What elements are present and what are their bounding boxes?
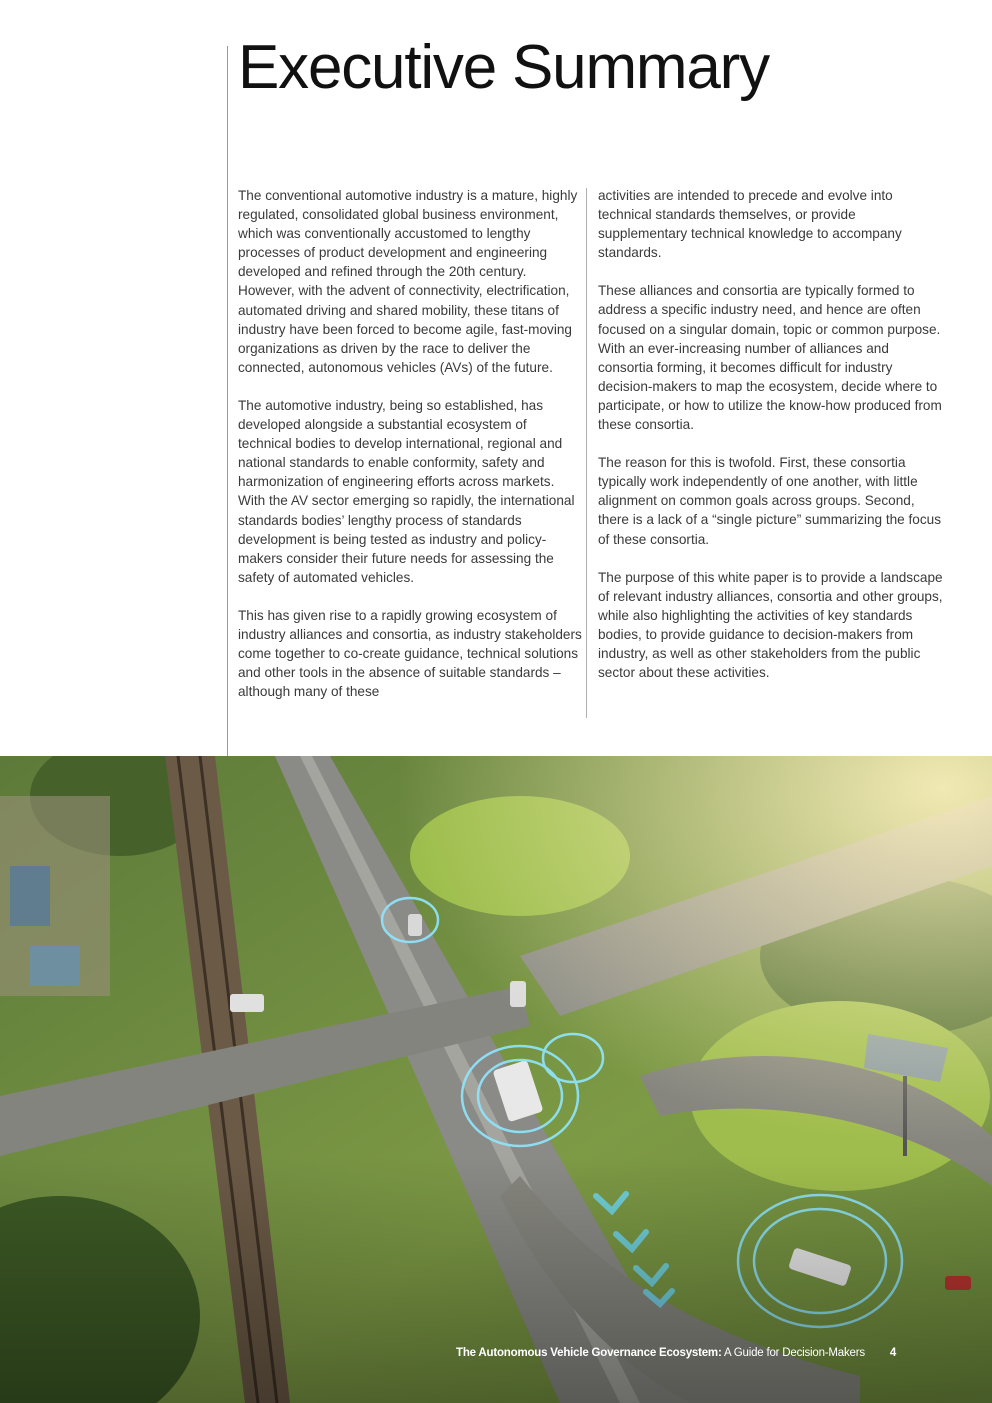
footer-report-subtitle: A Guide for Decision-Makers [723,1347,865,1359]
paragraph: The automotive industry, being so established, has developed alongside a substantial ecosystem of technical bodies to develop international, regional and national standards to enable conformity, safety and harmonization of engineering efforts across markets. With the AV sector emerging so rapidly, the international standards bodies’ lengthy process of standards development is being tested as industry and policy-makers consider their future needs for assessing the safety of automated vehicles. [238,397,575,585]
left-column [238,186,583,720]
paragraph: activities are intended to precede and evolve into technical standards themselves, or provide supplementary technical knowledge to accompany standards. [598,188,902,261]
margin-rule [227,46,228,758]
paragraph: These alliances and consortia are typically formed to address a specific industry need, and hence are often focused on a singular domain, topic or common purpose. With an ever-increasing number of alliances and consortia forming, it becomes difficult for industry decision-makers to map the ecosystem, decide where to participate, or how to utilize the know-how produced from these consortia. [598,283,942,433]
column-divider [586,188,587,718]
page-title: Executive Summary [238,33,769,102]
page-footer [456,1347,896,1359]
page-number: 4 [889,1347,897,1359]
paragraph: The purpose of this white paper is to provide a landscape of relevant industry alliances, consortia and other groups, while also highlighting the activities of key standards bodies, to provide guidance to decision-makers from industry, as well as other stakeholders from the public sector about these activities. [598,569,943,681]
paragraph: The conventional automotive industry is a mature, highly regulated, consolidated global business environment, which was conventionally accustomed to lengthy processes of product development and engineering developed and refined through the 20th century. However, with the advent of connectivity, electrification, automated driving and shared mobility, these titans of industry have been forced to become agile, fast-moving organizations as driven by the race to deliver the connected, autonomous vehicles (AVs) of the future. [238,188,578,375]
footer-report-title: The Autonomous Vehicle Governance Ecosystem: [456,1347,722,1359]
right-column [598,186,943,701]
paragraph: This has given rise to a rapidly growing ecosystem of industry alliances and consortia, as industry stakeholders come together to co-create guidance, technical solutions and other tools in the absence of suitable standards – although many of these [238,607,582,700]
aerial-highway-photo [0,756,992,1403]
paragraph: The reason for this is twofold. First, these consortia typically work independently of one another, with little alignment on common goals across groups. Second, there is a lack of a “single picture” summarizing the focus of these consortia. [598,455,942,547]
